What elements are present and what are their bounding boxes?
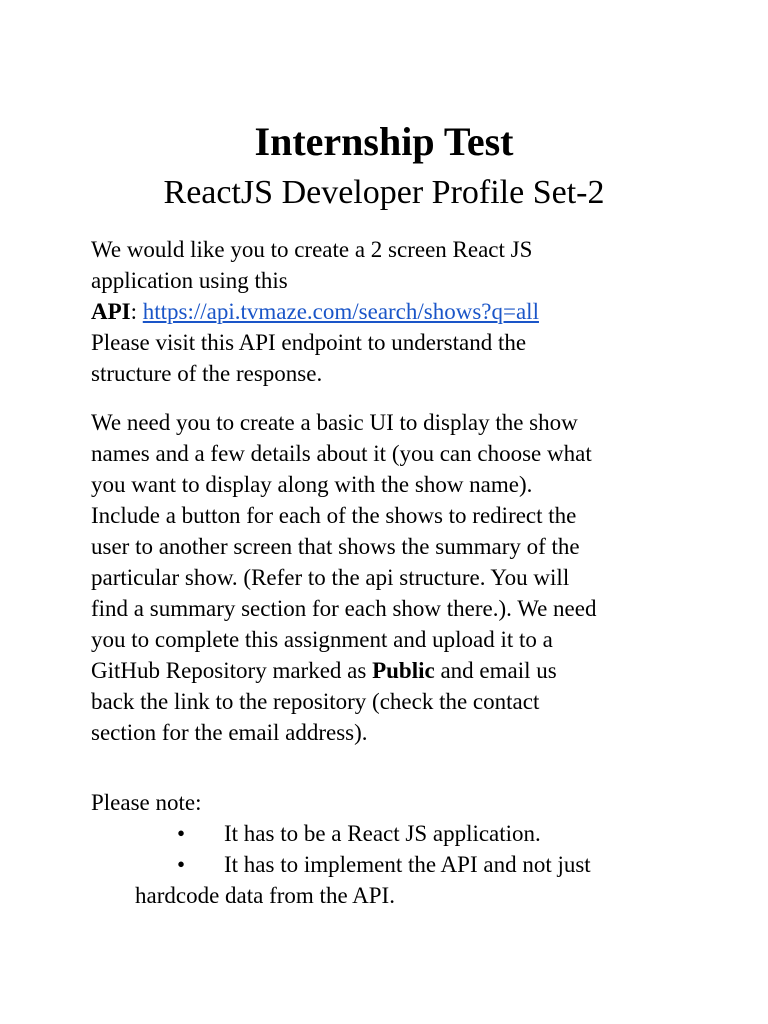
body-line-3: you want to display along with the show name). bbox=[91, 472, 533, 497]
intro-paragraph bbox=[91, 234, 691, 389]
body-line-2: names and a few details about it (you can choose what bbox=[91, 441, 592, 466]
body-line-9-start: GitHub Repository marked as bbox=[91, 658, 373, 683]
api-link[interactable]: https://api.tvmaze.com/search/shows?q=all bbox=[142, 299, 539, 324]
body-line-9 bbox=[91, 655, 691, 686]
note-section bbox=[91, 787, 691, 911]
note-item-1-text: It has to be a React JS application. bbox=[224, 821, 541, 846]
intro-line-4: Please visit this API endpoint to understand the bbox=[91, 330, 527, 355]
note-item-2 bbox=[91, 849, 691, 880]
intro-line-1: We would like you to create a 2 screen React JS bbox=[91, 237, 533, 262]
note-heading: Please note: bbox=[91, 790, 202, 815]
note-item-2-continuation: hardcode data from the API. bbox=[135, 883, 395, 908]
api-line bbox=[91, 296, 691, 327]
body-line-5: user to another screen that shows the summary of the bbox=[91, 534, 580, 559]
requirements-paragraph bbox=[91, 407, 691, 748]
body-line-9-end: and email us bbox=[434, 658, 557, 683]
api-colon: : bbox=[130, 299, 143, 324]
body-line-4: Include a button for each of the shows to redirect the bbox=[91, 503, 577, 528]
api-label: API bbox=[91, 299, 131, 324]
bullet-icon: • bbox=[177, 821, 186, 846]
body-line-6: particular show. (Refer to the api structure. You will bbox=[91, 565, 570, 590]
intro-line-5: structure of the response. bbox=[91, 361, 323, 386]
body-line-8: you to complete this assignment and upload it to a bbox=[91, 627, 553, 652]
intro-line-2: application using this bbox=[91, 268, 288, 293]
public-keyword: Public bbox=[372, 658, 435, 683]
note-item-2-text: It has to implement the API and not just bbox=[224, 852, 591, 877]
bullet-icon: • bbox=[177, 852, 186, 877]
document-title: Internship Test bbox=[254, 119, 514, 164]
body-line-1: We need you to create a basic UI to display the show bbox=[91, 410, 578, 435]
document-subtitle: ReactJS Developer Profile Set-2 bbox=[163, 174, 605, 211]
body-line-10: back the link to the repository (check the contact bbox=[91, 689, 540, 714]
body-line-7: find a summary section for each show there.). We need bbox=[91, 596, 597, 621]
note-item-1 bbox=[91, 818, 691, 849]
body-line-11: section for the email address). bbox=[91, 720, 368, 745]
